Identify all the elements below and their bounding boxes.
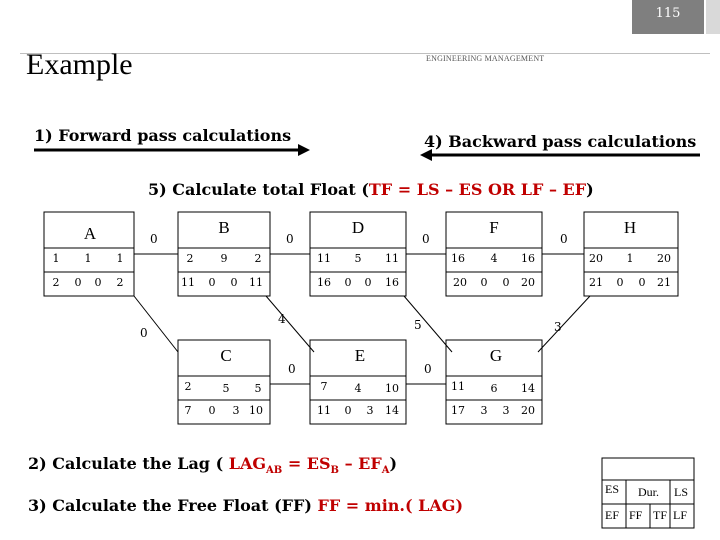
page-title: Example xyxy=(26,48,133,81)
node-B-ls: 11 xyxy=(181,276,195,289)
lag-E-G: 0 xyxy=(424,362,432,376)
node-F-lf: 20 xyxy=(521,276,535,289)
node-H-es: 20 xyxy=(589,252,603,265)
node-D-tf: 0 xyxy=(364,276,372,289)
lag-A-C: 0 xyxy=(140,326,148,340)
free-float-formula: FF = min.( LAG) xyxy=(317,496,464,515)
node-G-ef: 14 xyxy=(521,382,535,395)
step-lag-prefix: 2) Calculate the Lag ( xyxy=(28,454,229,473)
step-lag-suffix: ) xyxy=(389,454,398,473)
link-D-G xyxy=(404,296,452,352)
node-E-ff: 0 xyxy=(344,404,352,417)
forward-arrow-head xyxy=(298,144,310,156)
node-F-es: 16 xyxy=(451,252,465,265)
node-G-ls: 17 xyxy=(451,404,465,417)
node-C-ls: 7 xyxy=(184,404,192,417)
node-B-dur: 9 xyxy=(220,252,228,265)
step-total-float-prefix: 5) Calculate total Float ( xyxy=(148,180,369,199)
node-D-dur: 5 xyxy=(354,252,362,265)
lag-B-E: 4 xyxy=(278,312,286,326)
node-B-es: 2 xyxy=(186,252,194,265)
node-H-tf: 0 xyxy=(638,276,646,289)
node-F-tf: 0 xyxy=(502,276,510,289)
node-A-ls: 2 xyxy=(52,276,60,289)
node-H-name: H xyxy=(623,218,637,237)
backward-arrow-head xyxy=(420,149,432,161)
node-G-es: 11 xyxy=(451,380,465,393)
node-D-lf: 16 xyxy=(385,276,399,289)
node-A-ef: 1 xyxy=(116,252,124,265)
node-G-ff: 3 xyxy=(480,404,488,417)
total-float-formula: TF = LS – ES OR LF – EF xyxy=(368,180,587,199)
node-B-lf: 11 xyxy=(249,276,263,289)
node-H-lf: 21 xyxy=(657,276,671,289)
lag-formula-c: – EF xyxy=(339,454,382,473)
legend-es: ES xyxy=(605,482,620,496)
node-F-ls: 20 xyxy=(453,276,467,289)
header-subtitle: ENGINEERING MANAGEMENT xyxy=(426,54,545,63)
lag-B-D: 0 xyxy=(286,232,294,246)
page-number: 115 xyxy=(655,6,681,21)
link-B-E xyxy=(266,296,314,352)
node-A-ff: 0 xyxy=(74,276,82,289)
node-E-lf: 14 xyxy=(385,404,399,417)
lag-A-B: 0 xyxy=(150,232,158,246)
step-backward-pass: 4) Backward pass calculations xyxy=(424,132,697,151)
node-E-es: 7 xyxy=(320,380,328,393)
node-B-name: B xyxy=(218,218,230,237)
lag-formula-a: LAG xyxy=(228,454,267,473)
node-F-name: F xyxy=(489,218,499,237)
step-forward-pass: 1) Forward pass calculations xyxy=(34,126,292,145)
node-A-dur: 1 xyxy=(84,252,92,265)
node-G-name: G xyxy=(489,346,503,365)
legend-ef: EF xyxy=(605,508,620,522)
node-C-name: C xyxy=(220,346,232,365)
node-C-lf: 10 xyxy=(249,404,263,417)
node-B-tf: 0 xyxy=(230,276,238,289)
lag-formula-b-sub: B xyxy=(330,465,339,477)
node-D-ff: 0 xyxy=(344,276,352,289)
lag-formula-b: = ES xyxy=(282,454,331,473)
node-D-ef: 11 xyxy=(385,252,399,265)
link-G-H xyxy=(538,296,590,352)
node-H-ff: 0 xyxy=(616,276,624,289)
node-D-es: 11 xyxy=(317,252,331,265)
node-F-ef: 16 xyxy=(521,252,535,265)
node-F-dur: 4 xyxy=(490,252,498,265)
node-B-ff: 0 xyxy=(208,276,216,289)
node-F-ff: 0 xyxy=(480,276,488,289)
node-E-tf: 3 xyxy=(366,404,374,417)
node-C-tf: 3 xyxy=(232,404,240,417)
link-A-C xyxy=(134,296,178,352)
node-E-name: E xyxy=(354,346,366,365)
step-free-float-prefix: 3) Calculate the Free Float (FF) xyxy=(28,496,318,515)
legend-lf: LF xyxy=(673,508,688,522)
lag-formula-c-sub: A xyxy=(381,465,390,477)
node-C-es: 2 xyxy=(184,380,192,393)
node-A-lf: 2 xyxy=(116,276,124,289)
legend-tf: TF xyxy=(653,508,668,522)
lag-G-H: 3 xyxy=(554,320,562,334)
node-C-ef: 5 xyxy=(254,382,262,395)
node-B-ef: 2 xyxy=(254,252,262,265)
lag-F-H: 0 xyxy=(560,232,568,246)
node-E-ef: 10 xyxy=(385,382,399,395)
node-H-ls: 21 xyxy=(589,276,603,289)
node-D-ls: 16 xyxy=(317,276,331,289)
node-H-ef: 20 xyxy=(657,252,671,265)
legend-dur: Dur. xyxy=(638,485,659,499)
node-G-dur: 6 xyxy=(490,382,498,395)
node-H-dur: 1 xyxy=(626,252,634,265)
lag-D-F: 0 xyxy=(422,232,430,246)
node-E-dur: 4 xyxy=(354,382,362,395)
lag-formula-a-sub: AB xyxy=(266,465,283,477)
legend-ff: FF xyxy=(629,508,643,522)
node-A-name: A xyxy=(83,224,97,243)
lag-D-G: 5 xyxy=(414,318,422,332)
lag-C-E: 0 xyxy=(288,362,296,376)
node-A-tf: 0 xyxy=(94,276,102,289)
node-G-tf: 3 xyxy=(502,404,510,417)
step-total-float-suffix: ) xyxy=(586,180,594,199)
legend-ls: LS xyxy=(674,485,689,499)
node-E-ls: 11 xyxy=(317,404,331,417)
node-G-lf: 20 xyxy=(521,404,535,417)
node-C-ff: 0 xyxy=(208,404,216,417)
node-A-es: 1 xyxy=(52,252,60,265)
node-C-dur: 5 xyxy=(222,382,230,395)
node-D-name: D xyxy=(351,218,365,237)
